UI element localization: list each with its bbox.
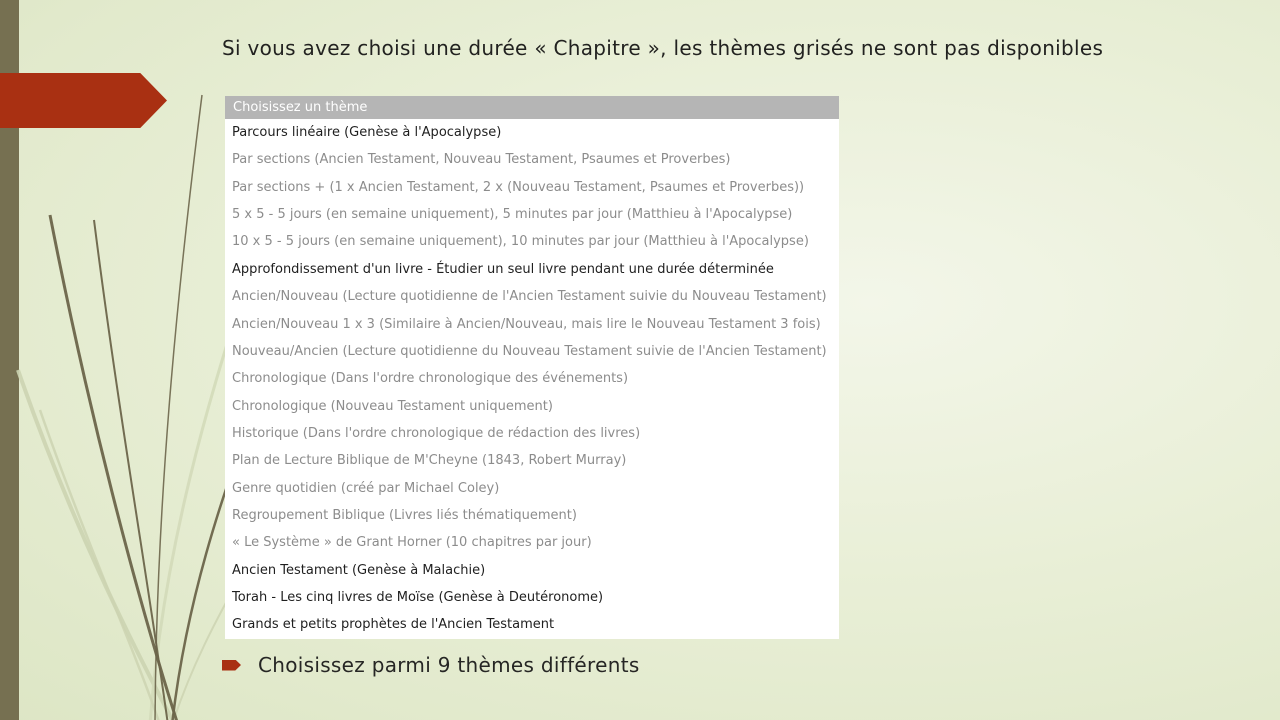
dropdown-option[interactable]: Approfondissement d'un livre - Étudier un seul livre pendant une durée déterminée bbox=[225, 256, 839, 283]
slide-title: Si vous avez choisi une durée « Chapitre », les thèmes grisés ne sont pas disponibles bbox=[222, 36, 1104, 60]
dropdown-option: Par sections (Ancien Testament, Nouveau Testament, Psaumes et Proverbes) bbox=[225, 146, 839, 173]
arrow-banner bbox=[0, 73, 167, 128]
dropdown-option: Nouveau/Ancien (Lecture quotidienne du Nouveau Testament suivie de l'Ancien Testament) bbox=[225, 338, 839, 365]
dropdown-option: Regroupement Biblique (Livres liés thématiquement) bbox=[225, 502, 839, 529]
dropdown-option: 10 x 5 - 5 jours (en semaine uniquement), 10 minutes par jour (Matthieu à l'Apocalypse) bbox=[225, 228, 839, 255]
dropdown-option: 5 x 5 - 5 jours (en semaine uniquement), 5 minutes par jour (Matthieu à l'Apocalypse) bbox=[225, 201, 839, 228]
dropdown-option: Ancien/Nouveau (Lecture quotidienne de l'Ancien Testament suivie du Nouveau Testament) bbox=[225, 283, 839, 310]
dropdown-option: Plan de Lecture Biblique de M'Cheyne (1843, Robert Murray) bbox=[225, 447, 839, 474]
dropdown-option[interactable]: Grands et petits prophètes de l'Ancien Testament bbox=[225, 611, 839, 638]
bullet-text: Choisissez parmi 9 thèmes différents bbox=[258, 653, 640, 677]
dropdown-option[interactable]: Ancien Testament (Genèse à Malachie) bbox=[225, 557, 839, 584]
dropdown-option: « Le Système » de Grant Horner (10 chapitres par jour) bbox=[225, 529, 839, 556]
dropdown-option[interactable]: Torah - Les cinq livres de Moïse (Genèse à Deutéronome) bbox=[225, 584, 839, 611]
dropdown-option: Par sections + (1 x Ancien Testament, 2 x (Nouveau Testament, Psaumes et Proverbes)) bbox=[225, 174, 839, 201]
dropdown-option[interactable]: Parcours linéaire (Genèse à l'Apocalypse) bbox=[225, 119, 839, 146]
dropdown-option: Historique (Dans l'ordre chronologique de rédaction des livres) bbox=[225, 420, 839, 447]
dropdown-selected-header[interactable]: Choisissez un thème bbox=[225, 96, 839, 119]
dropdown-option: Chronologique (Nouveau Testament uniquement) bbox=[225, 393, 839, 420]
theme-dropdown bbox=[225, 96, 839, 639]
dropdown-option: Chronologique (Dans l'ordre chronologique des événements) bbox=[225, 365, 839, 392]
bullet-row bbox=[222, 653, 640, 677]
bullet-arrow-icon bbox=[222, 660, 241, 671]
dropdown-option: Genre quotidien (créé par Michael Coley) bbox=[225, 475, 839, 502]
dropdown-option: Ancien/Nouveau 1 x 3 (Similaire à Ancien/Nouveau, mais lire le Nouveau Testament 3 fois) bbox=[225, 311, 839, 338]
theme-dropdown-options bbox=[225, 119, 839, 639]
